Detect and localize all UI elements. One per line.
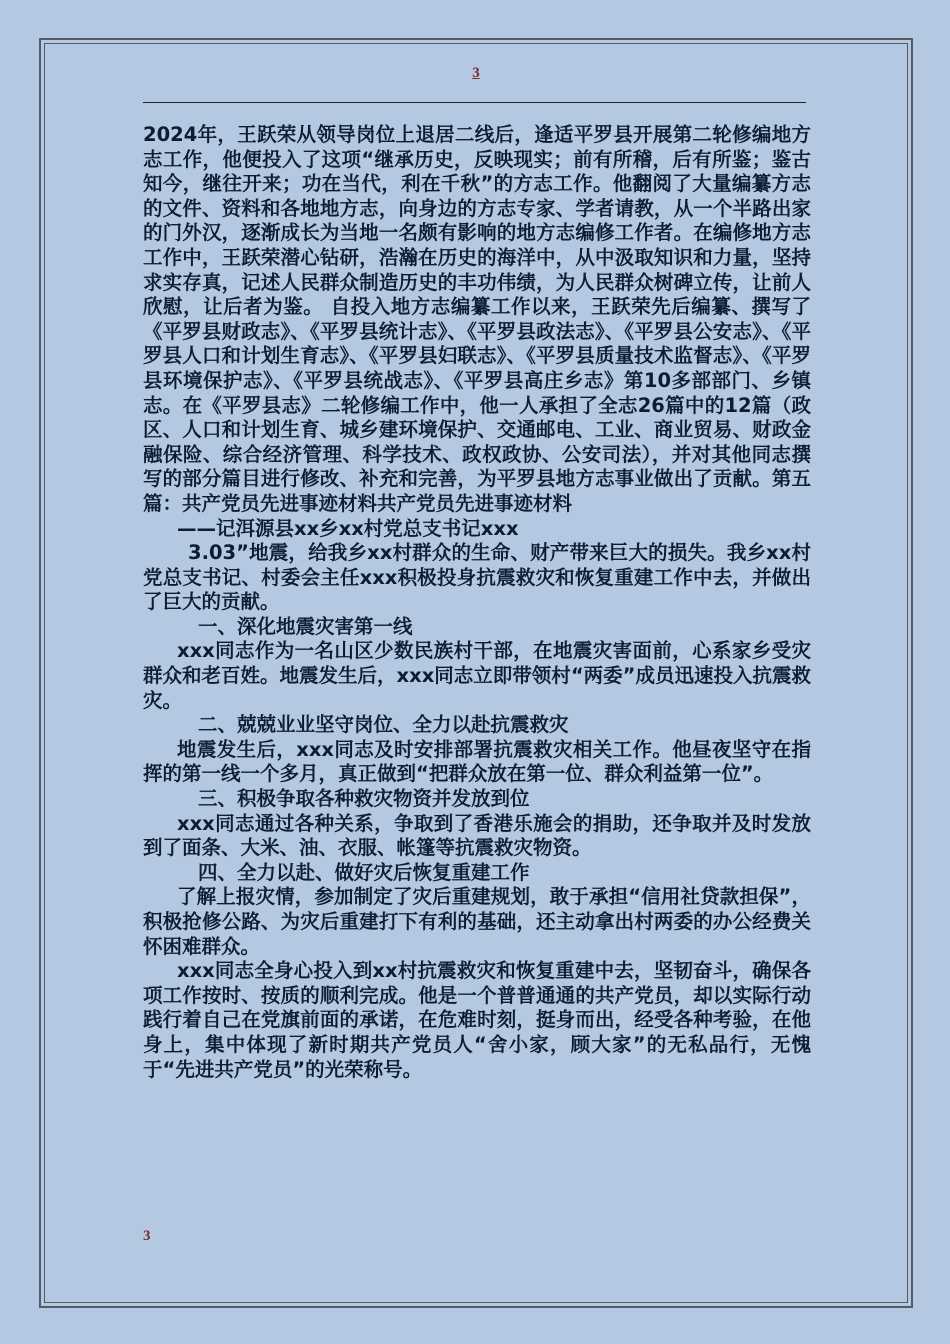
section-heading-2: 二、兢兢业业坚守岗位、全力以赴抗震救灾 [198, 713, 569, 737]
document-body [143, 123, 811, 1082]
paragraph-subtitle: ——记洱源县xx乡xx村党总支书记xxx [177, 516, 519, 540]
header-divider [143, 102, 806, 103]
paragraph-section-2: 地震发生后，xxx同志及时安排部署抗震救灾相关工作。他昼夜坚守在指挥的第一线一个多月，真正做到“把群众放在第一位、群众利益第一位”。 [143, 737, 811, 786]
paragraph-conclusion: xxx同志全身心投入到xx村抗震救灾和恢复重建中去，坚韧奋斗，确保各项工作按时、按质的顺利完成。他是一个普普通通的共产党员，却以实际行动践行着自己在党旗前面的承诺，在危难时刻，挺身而出，经受各种考验，在他身上，集中体现了新时期共产党员人“舍小家，顾大家”的无私品行，无愧于“先进共产党员”的光荣称号。 [143, 959, 811, 1081]
section-heading-4: 四、全力以赴、做好灾后恢复重建工作 [198, 860, 530, 884]
section-heading-3: 三、积极争取各种救灾物资并发放到位 [198, 787, 530, 811]
paragraph-section-1: xxx同志作为一名山区少数民族村干部，在地震灾害面前，心系家乡受灾群众和老百姓。地震发生后，xxx同志立即带领村“两委”成员迅速投入抗震救灾。 [143, 639, 811, 712]
paragraph-earthquake-intro: 3.03”地震，给我乡xx村群众的生命、财产带来巨大的损失。我乡xx村党总支书记、村委会主任xxx积极投身抗震救灾和恢复重建工作中去，并做出了巨大的贡献。 [143, 541, 811, 614]
header-page-number: 3 [472, 65, 480, 81]
paragraph-section-3: xxx同志通过各种关系，争取到了香港乐施会的捐助，还争取并及时发放到了面条、大米、油、衣服、帐篷等抗震救灾物资。 [143, 811, 811, 860]
paragraph-section-4: 了解上报灾情，参加制定了灾后重建规划，敢于承担“信用社贷款担保”，积极抢修公路、为灾后重建打下有利的基础，还主动拿出村两委的办公经费关怀困难群众。 [143, 885, 811, 958]
footer-page-number: 3 [143, 1228, 151, 1244]
section-heading-1: 一、深化地震灾害第一线 [198, 614, 413, 638]
paragraph-wang-yuerong-biography: 2024年，王跃荣从领导岗位上退居二线后，逢适平罗县开展第二轮修编地方志工作，他便投入了这项“继承历史，反映现实；前有所稽，后有所鉴；鉴古知今，继往开来；功在当代，利在千秋”的方志工作。他翻阅了大量编纂方志的文件、资料和各地地方志，向身边的方志专家、学者请教，从一个半路出家的门外汉，逐渐成长为当地一名颇有影响的地方志编修工作者。在编修地方志工作中，王跃荣潜心钻研，浩瀚在历史的海洋中，从中汲取知识和力量，坚持求实存真，记述人民群众制造历史的丰功伟绩，为人民群众树碑立传，让前人欣慰，让后者为鉴。 自投入地方志编纂工作以来，王跃荣先后编纂、撰写了《平罗县财政志》、《平罗县统计志》、《平罗县政法志》、《平罗县公安志》、《平罗县人口和计划生育志》、《平罗县妇联志》、《平罗县质量技术监督志》、《平罗县环境保护志》、《平罗县统战志》、《平罗县高庄乡志》第10多部部门、乡镇志。在《平罗县志》二轮修编工作中，他一人承担了全志26篇中的12篇（政区、人口和计划生育、城乡建环境保护、交通邮电、工业、商业贸易、财政金融保险、综合经济管理、科学技术、政权政协、公安司法），并对其他同志撰写的部分篇目进行修改、补充和完善，为平罗县地方志事业做出了贡献。第五篇：共产党员先进事迹材料共产党员先进事迹材料 [143, 123, 811, 515]
